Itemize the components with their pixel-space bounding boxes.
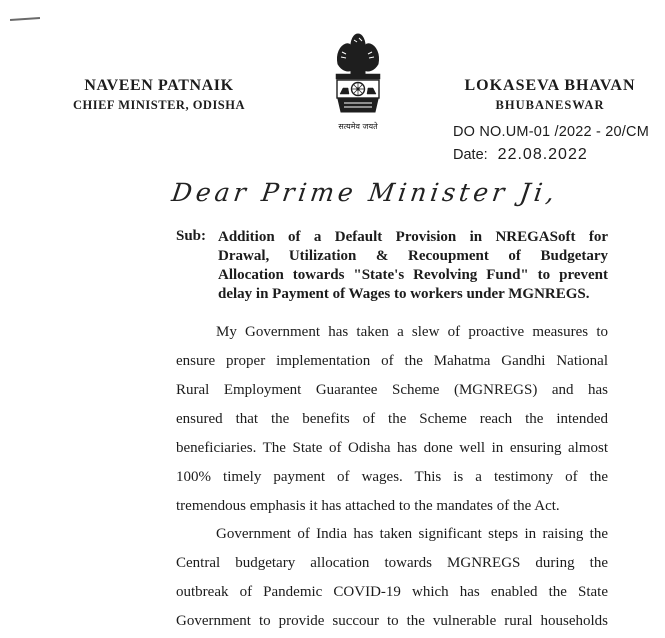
paragraph-line: tremendous emphasis it has attached to the mandates of the Act.: [176, 498, 560, 514]
reference-number: [453, 124, 649, 140]
do-label: DO NO.: [453, 124, 506, 140]
do-number: UM-01 /2022 - 20/CM: [505, 124, 649, 140]
date-value: 22.08.2022: [497, 146, 588, 163]
paragraph-line: Government of India has taken significant steps in raising the: [216, 526, 608, 542]
subject-text: [218, 228, 608, 304]
office-block: [450, 76, 650, 114]
handwritten-salutation: Dear Prime Minister Ji,: [169, 178, 561, 207]
body-paragraph-1: [176, 318, 608, 521]
state-emblem: [328, 30, 388, 138]
paragraph-line: My Government has taken a slew of proactive measures to: [216, 324, 608, 340]
paragraph-line: Rural Employment Guarantee Scheme (MGNREGS) and has: [176, 382, 608, 398]
subject-line: Allocation towards "State's Revolving Fund" to prevent: [218, 267, 608, 283]
office-name: LOKASEVA BHAVAN: [464, 77, 636, 94]
paragraph-line: 100% timely payment of wages. This is a testimony of the: [176, 469, 608, 485]
office-city: BHUBANESWAR: [495, 98, 605, 112]
sender-title: CHIEF MINISTER, ODISHA: [72, 98, 246, 112]
paragraph-line: beneficiaries. The State of Odisha has done well in ensuring almost: [176, 440, 608, 456]
paragraph-line: outbreak of Pandemic COVID-19 which has enabled the State: [176, 584, 608, 600]
body-paragraph-2: [176, 520, 608, 636]
emblem-motto: सत्यमेव जयते: [338, 122, 378, 131]
state-emblem-icon: [328, 30, 388, 122]
subject-line: delay in Payment of Wages to workers under MGNREGS.: [218, 286, 590, 302]
paragraph-line: ensure proper implementation of the Mahatma Gandhi National: [176, 353, 608, 369]
subject-line: Drawal, Utilization & Recoupment of Budgetary: [218, 248, 608, 264]
paragraph-line: Government to provide succour to the vulnerable rural households: [176, 613, 608, 629]
sender-block: [64, 76, 254, 114]
paragraph-line: ensured that the benefits of the Scheme reach the intended: [176, 411, 608, 427]
letter-date: [453, 146, 588, 164]
stray-pen-mark: [10, 17, 40, 21]
sender-name: NAVEEN PATNAIK: [84, 77, 234, 94]
paragraph-line: Central budgetary allocation towards MGNREGS during the: [176, 555, 608, 571]
date-label: Date:: [453, 147, 488, 163]
subject-label: Sub:: [176, 228, 207, 244]
subject-line: Addition of a Default Provision in NREGASoft for: [218, 229, 608, 245]
